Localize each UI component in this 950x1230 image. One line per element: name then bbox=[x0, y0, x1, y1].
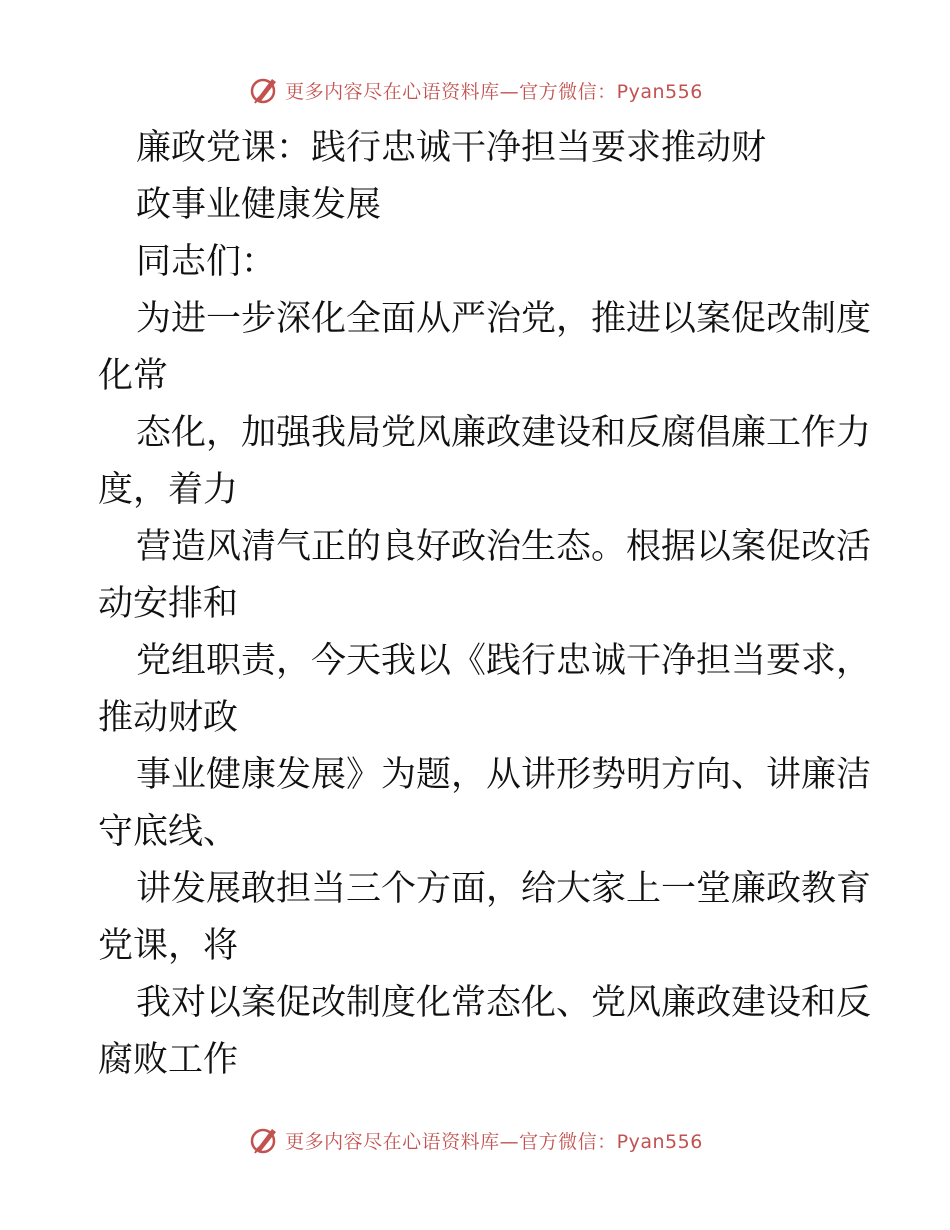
paragraph-line: 度，着力 bbox=[98, 470, 239, 510]
watermark-banner-top bbox=[0, 70, 950, 110]
paragraph-line: 守底线、 bbox=[98, 812, 239, 852]
paragraph-line: 推动财政 bbox=[98, 698, 239, 738]
paragraph-line: 党课，将 bbox=[98, 926, 239, 966]
watermark-banner-bottom bbox=[0, 1120, 950, 1160]
paragraph-line: 动安排和 bbox=[98, 584, 239, 624]
paragraph-line: 党组职责，今天我以《践行忠诚干净担当要求， bbox=[136, 641, 872, 681]
paragraph-line: 事业健康发展》为题，从讲形势明方向、讲廉洁 bbox=[136, 755, 872, 795]
quill-logo-icon bbox=[247, 73, 281, 107]
watermark-text: 更多内容尽在心语资料库—官方微信：Pyan556 bbox=[285, 1130, 703, 1153]
paragraph-line: 营造风清气正的良好政治生态。根据以案促改活 bbox=[136, 527, 872, 567]
quill-logo-icon bbox=[247, 1123, 281, 1157]
salutation: 同志们： bbox=[136, 242, 277, 282]
paragraph-line: 腐败工作 bbox=[98, 1040, 239, 1080]
paragraph-line: 态化，加强我局党风廉政建设和反腐倡廉工作力 bbox=[136, 413, 872, 453]
title-line-2: 政事业健康发展 bbox=[136, 185, 382, 225]
paragraph-line: 讲发展敢担当三个方面，给大家上一堂廉政教育 bbox=[136, 869, 872, 909]
title-line-1: 廉政党课：践行忠诚干净担当要求推动财 bbox=[136, 128, 767, 168]
document-body bbox=[98, 120, 872, 1089]
watermark-text: 更多内容尽在心语资料库—官方微信：Pyan556 bbox=[285, 80, 703, 103]
paragraph-line: 为进一步深化全面从严治党，推进以案促改制度 bbox=[136, 299, 872, 339]
paragraph-line: 化常 bbox=[98, 356, 169, 396]
paragraph-line: 我对以案促改制度化常态化、党风廉政建设和反 bbox=[136, 983, 872, 1023]
